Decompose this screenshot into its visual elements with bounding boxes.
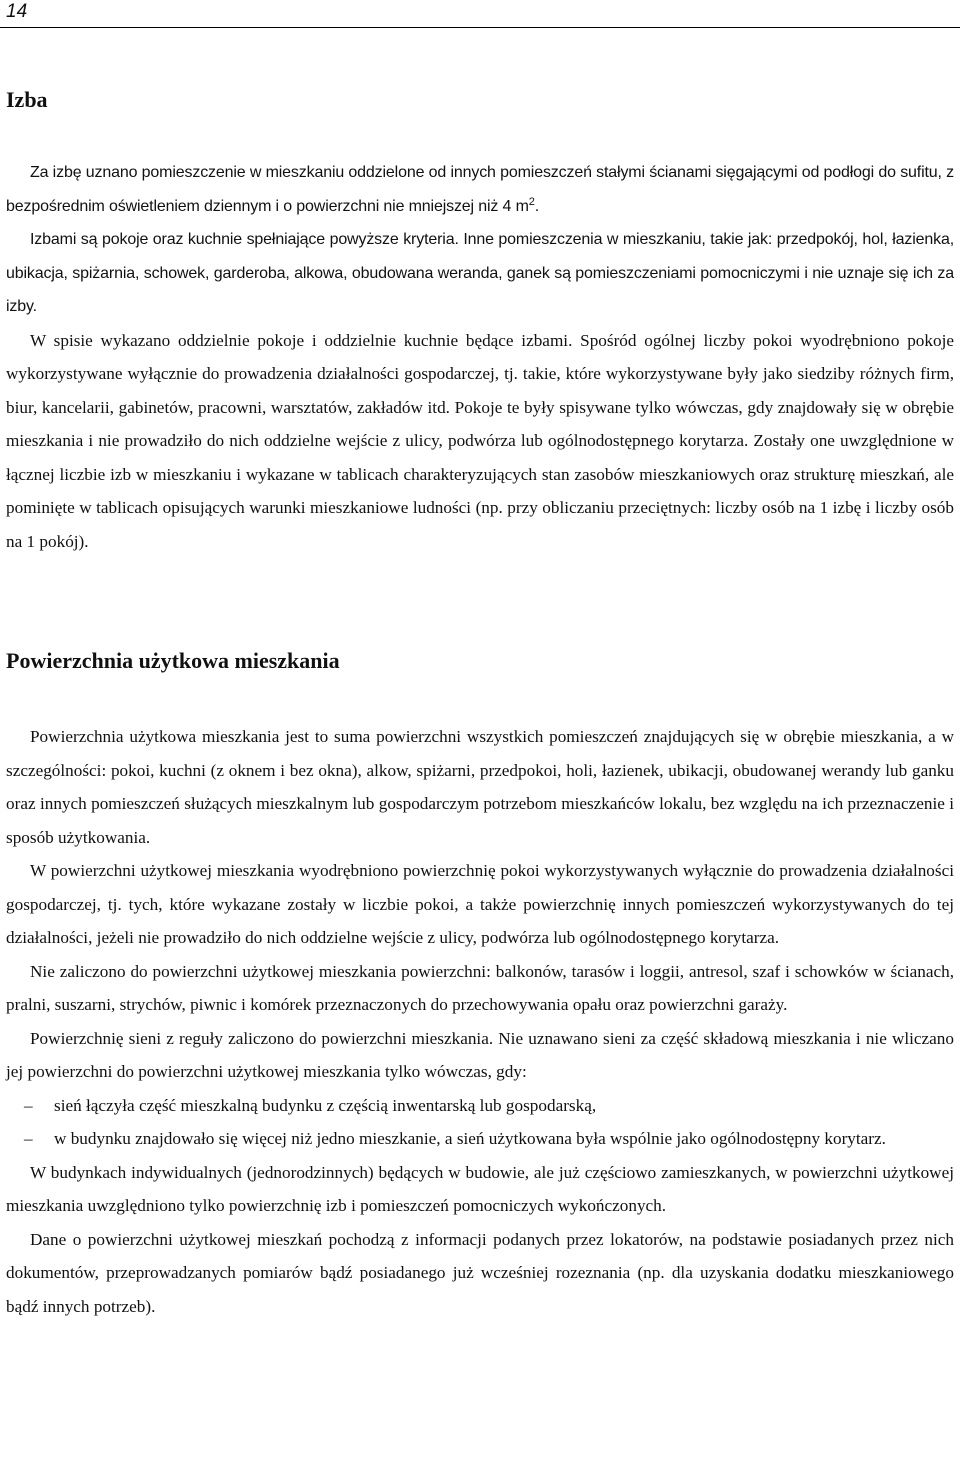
- list-dash: –: [24, 1129, 33, 1148]
- paragraph-powierzchnia-definition: Powierzchnia użytkowa mieszkania jest to suma powierzchni wszystkich pomieszczeń znajdujących się w obrębie mieszkania, a w szczególności: pokoi, kuchni (z oknem i bez okna), alkow, spiżarni, przedpokoi, holi, łazienek, ubikacji, obudowanej werandy lub ganku oraz innych pomieszczeń służących mieszkalnym lub gospodarczym potrzebom mieszkańców lokalu, bez względu na ich przeznaczenie i sposób użytkowania.: [6, 727, 954, 847]
- paragraph-izba-definition: Za izbę uznano pomieszczenie w mieszkaniu oddzielone od innych pomieszczeń stałymi ścianami sięgającymi od podłogi do sufitu, z bezpośrednim oświetleniem dziennym i o powierzchni nie mniejszej niż 4 $m^2$.: [6, 164, 954, 215]
- section-heading-izba: Izba: [6, 87, 48, 112]
- paragraph-powierzchnia-business: W powierzchni użytkowej mieszkania wyodrębniono powierzchnię pokoi wykorzystywanych wyłącznie do prowadzenia działalności gospodarczej, tj. tych, które wykazane zostały w liczbie pokoi, a także powierzchnię innych pomieszczeń wykorzystywanych do tej działalności, jeżeli nie prowadziło do nich oddzielne wejście z ulicy, podwórza lub ogólnodostępnego korytarza.: [6, 861, 954, 947]
- paragraph-izba-census: W spisie wykazano oddzielnie pokoje i oddzielnie kuchnie będące izbami. Spośród ogólnej liczby pokoi wyodrębniono pokoje wykorzystywane wyłącznie do prowadzenia działalności gospodarczej, tj. takie, które wykorzystywane były jako siedziby różnych firm, biur, kancelarii, gabinetów, pracowni, warsztatów, zakładów itd. Pokoje te były spisywane tylko wówczas, gdy znajdowały się w obrębie mieszkania i nie prowadziło do nich oddzielne wejście z ulicy, podwórza lub ogólnodostępnego korytarza. Zostały one uwzględnione w łącznej liczbie izb w mieszkaniu i wykazane w tablicach charakteryzujących stan zasobów mieszkaniowych oraz strukturę mieszkań, ale pominięte w tablicach opisujących warunki mieszkaniowe ludności (np. przy obliczaniu przeciętnych: liczby osób na 1 izbę i liczby osób na 1 pokój).: [6, 330, 954, 551]
- list-item: [6, 1089, 954, 1123]
- header-rule: [0, 27, 960, 28]
- list-item: [6, 1122, 954, 1156]
- paragraph-izba-criteria: Izbami są pokoje oraz kuchnie spełniające powyższe kryteria. Inne pomieszczenia w mieszkaniu, takie jak: przedpokój, hol, łazienka, ubikacja, spiżarnia, schowek, garderoba, alkowa, obudowana weranda, ganek są pomieszczeniami pomocniczymi i nie uznaje się ich za izby.: [6, 231, 954, 315]
- paragraph-powierzchnia-sien: Powierzchnię sieni z reguły zaliczono do powierzchni mieszkania. Nie uznawano sieni za część składową mieszkania i nie wliczano jej powierzchni do powierzchni użytkowej mieszkania tylko wówczas, gdy:: [6, 1028, 954, 1081]
- section-body-izba: [6, 156, 954, 558]
- paragraph-powierzchnia-excluded: Nie zaliczono do powierzchni użytkowej mieszkania powierzchni: balkonów, tarasów i loggii, antresol, szaf i schowków w ścianach, pralni, suszarni, strychów, piwnic i komórek przeznaczonych do przechowywania opału oraz powierzchni garaży.: [6, 961, 954, 1014]
- superscript: 2: [528, 195, 535, 208]
- paragraph-powierzchnia-source: Dane o powierzchni użytkowej mieszkań pochodzą z informacji podanych przez lokatorów, na podstawie posiadanych przez nich dokumentów, przeprowadzanych pomiarów bądź posiadanego już wcześniej rozeznania (np. dla uzyskania dodatku mieszkaniowego bądź innych potrzeb).: [6, 1229, 954, 1316]
- list-item-text: sień łączyła część mieszkalną budynku z częścią inwentarską lub gospodarską,: [54, 1095, 597, 1115]
- list-dash: –: [24, 1095, 33, 1115]
- page-number: 14: [6, 1, 28, 22]
- list-item-text: w budynku znajdowało się więcej niż jedno mieszkanie, a sień użytkowana była wspólnie jako ogólnodostępny korytarz.: [54, 1129, 886, 1148]
- section-body-powierzchnia: [6, 720, 954, 1323]
- paragraph-powierzchnia-construction: W budynkach indywidualnych (jednorodzinnych) będących w budowie, ale już częściowo zamieszkanych, w powierzchni użytkowej mieszkania uwzględniono tylko powierzchnię izb i pomieszczeń pomocniczych wykończonych.: [6, 1162, 954, 1215]
- section-heading-powierzchnia: Powierzchnia użytkowa mieszkania: [6, 648, 340, 673]
